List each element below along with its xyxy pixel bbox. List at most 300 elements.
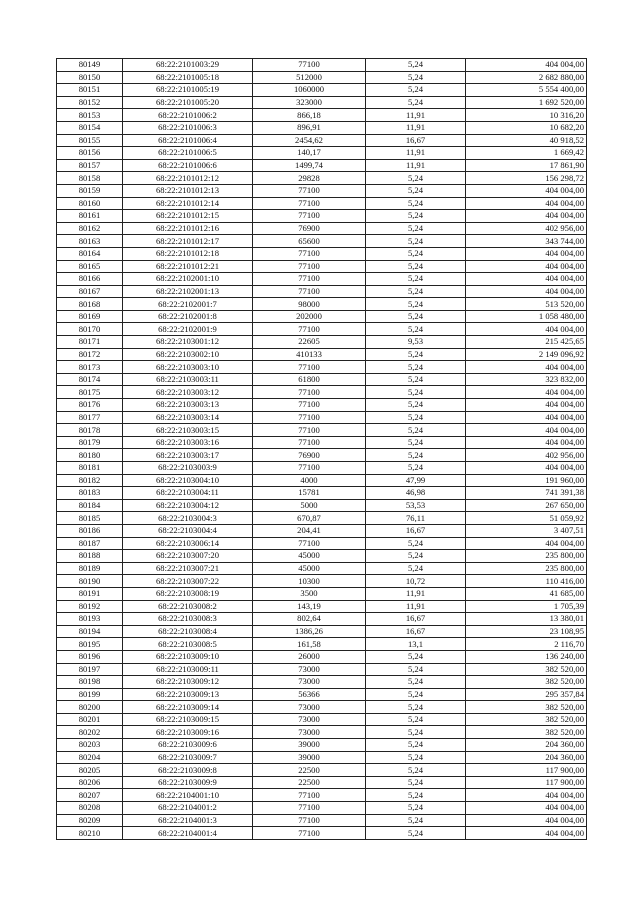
table-row [57, 348, 587, 361]
row-number-cell: 80194 [57, 625, 123, 638]
value-cell: 404 004,00 [466, 411, 587, 424]
rate-cell: 5,24 [366, 310, 466, 323]
area-cell: 73000 [253, 726, 366, 739]
row-number-cell: 80152 [57, 96, 123, 109]
value-cell: 323 832,00 [466, 373, 587, 386]
value-cell: 215 425,65 [466, 336, 587, 349]
row-number-cell: 80171 [57, 336, 123, 349]
table-row [57, 512, 587, 525]
value-cell: 382 520,00 [466, 713, 587, 726]
cadastral-number-cell: 68:22:2103003:12 [123, 386, 253, 399]
table-row [57, 802, 587, 815]
value-cell: 10 682,20 [466, 121, 587, 134]
table-row [57, 751, 587, 764]
area-cell: 77100 [253, 210, 366, 223]
rate-cell: 5,24 [366, 827, 466, 840]
row-number-cell: 80189 [57, 562, 123, 575]
rate-cell: 5,24 [366, 764, 466, 777]
value-cell: 404 004,00 [466, 197, 587, 210]
table-row [57, 587, 587, 600]
area-cell: 39000 [253, 739, 366, 752]
rate-cell: 5,24 [366, 688, 466, 701]
table-row [57, 814, 587, 827]
rate-cell: 10,72 [366, 575, 466, 588]
cadastral-number-cell: 68:22:2103009:7 [123, 751, 253, 764]
rate-cell: 5,24 [366, 411, 466, 424]
cadastral-number-cell: 68:22:2103007:21 [123, 562, 253, 575]
cadastral-number-cell: 68:22:2104001:4 [123, 827, 253, 840]
row-number-cell: 80165 [57, 260, 123, 273]
rate-cell: 5,24 [366, 713, 466, 726]
rate-cell: 5,24 [366, 802, 466, 815]
row-number-cell: 80198 [57, 676, 123, 689]
cadastral-number-cell: 68:22:2103009:8 [123, 764, 253, 777]
rate-cell: 5,24 [366, 537, 466, 550]
value-cell: 136 240,00 [466, 650, 587, 663]
table-row [57, 247, 587, 260]
area-cell: 22605 [253, 336, 366, 349]
value-cell: 23 108,95 [466, 625, 587, 638]
area-cell: 77100 [253, 59, 366, 72]
table-row [57, 613, 587, 626]
table-row [57, 600, 587, 613]
table-row [57, 676, 587, 689]
area-cell: 77100 [253, 247, 366, 260]
area-cell: 77100 [253, 323, 366, 336]
cadastral-number-cell: 68:22:2101006:4 [123, 134, 253, 147]
area-cell: 77100 [253, 436, 366, 449]
table-row [57, 59, 587, 72]
value-cell: 404 004,00 [466, 424, 587, 437]
table-row [57, 159, 587, 172]
area-cell: 512000 [253, 71, 366, 84]
cadastral-number-cell: 68:22:2103006:14 [123, 537, 253, 550]
value-cell: 3 407,51 [466, 524, 587, 537]
value-cell: 2 682 880,00 [466, 71, 587, 84]
cadastral-number-cell: 68:22:2102001:7 [123, 298, 253, 311]
rate-cell: 11,91 [366, 587, 466, 600]
table-row [57, 713, 587, 726]
area-cell: 76900 [253, 449, 366, 462]
rate-cell: 5,24 [366, 676, 466, 689]
value-cell: 382 520,00 [466, 663, 587, 676]
rate-cell: 5,24 [366, 789, 466, 802]
row-number-cell: 80164 [57, 247, 123, 260]
row-number-cell: 80160 [57, 197, 123, 210]
registry-table-body [57, 59, 587, 840]
row-number-cell: 80157 [57, 159, 123, 172]
rate-cell: 5,24 [366, 650, 466, 663]
table-row [57, 663, 587, 676]
area-cell: 77100 [253, 285, 366, 298]
rate-cell: 5,24 [366, 96, 466, 109]
rate-cell: 9,53 [366, 336, 466, 349]
rate-cell: 5,24 [366, 210, 466, 223]
row-number-cell: 80195 [57, 638, 123, 651]
area-cell: 56366 [253, 688, 366, 701]
rate-cell: 5,24 [366, 449, 466, 462]
rate-cell: 5,24 [366, 361, 466, 374]
table-row [57, 424, 587, 437]
table-row [57, 71, 587, 84]
table-row [57, 449, 587, 462]
rate-cell: 76,11 [366, 512, 466, 525]
row-number-cell: 80209 [57, 814, 123, 827]
rate-cell: 5,24 [366, 247, 466, 260]
table-row [57, 109, 587, 122]
rate-cell: 46,98 [366, 487, 466, 500]
row-number-cell: 80201 [57, 713, 123, 726]
table-row [57, 121, 587, 134]
cadastral-number-cell: 68:22:2103003:16 [123, 436, 253, 449]
rate-cell: 11,91 [366, 121, 466, 134]
rate-cell: 11,91 [366, 159, 466, 172]
rate-cell: 5,24 [366, 273, 466, 286]
row-number-cell: 80150 [57, 71, 123, 84]
area-cell: 77100 [253, 462, 366, 475]
area-cell: 140,17 [253, 147, 366, 160]
cadastral-number-cell: 68:22:2101012:16 [123, 222, 253, 235]
document-page [56, 58, 586, 840]
area-cell: 866,18 [253, 109, 366, 122]
area-cell: 65600 [253, 235, 366, 248]
cadastral-number-cell: 68:22:2103009:15 [123, 713, 253, 726]
rate-cell: 5,24 [366, 84, 466, 97]
value-cell: 404 004,00 [466, 285, 587, 298]
value-cell: 404 004,00 [466, 361, 587, 374]
table-row [57, 273, 587, 286]
row-number-cell: 80176 [57, 399, 123, 412]
rate-cell: 5,24 [366, 323, 466, 336]
value-cell: 404 004,00 [466, 323, 587, 336]
value-cell: 402 956,00 [466, 222, 587, 235]
row-number-cell: 80154 [57, 121, 123, 134]
area-cell: 161,58 [253, 638, 366, 651]
cadastral-number-cell: 68:22:2103003:15 [123, 424, 253, 437]
area-cell: 73000 [253, 701, 366, 714]
area-cell: 77100 [253, 789, 366, 802]
table-row [57, 499, 587, 512]
area-cell: 26000 [253, 650, 366, 663]
row-number-cell: 80185 [57, 512, 123, 525]
rate-cell: 5,24 [366, 436, 466, 449]
row-number-cell: 80183 [57, 487, 123, 500]
area-cell: 45000 [253, 550, 366, 563]
value-cell: 404 004,00 [466, 247, 587, 260]
table-row [57, 285, 587, 298]
row-number-cell: 80174 [57, 373, 123, 386]
rate-cell: 5,24 [366, 814, 466, 827]
cadastral-number-cell: 68:22:2103009:10 [123, 650, 253, 663]
table-row [57, 147, 587, 160]
rate-cell: 5,24 [366, 197, 466, 210]
value-cell: 404 004,00 [466, 537, 587, 550]
rate-cell: 5,24 [366, 71, 466, 84]
area-cell: 10300 [253, 575, 366, 588]
value-cell: 1 058 480,00 [466, 310, 587, 323]
cadastral-number-cell: 68:22:2101006:3 [123, 121, 253, 134]
rate-cell: 5,24 [366, 260, 466, 273]
rate-cell: 53,53 [366, 499, 466, 512]
table-row [57, 537, 587, 550]
table-row [57, 373, 587, 386]
rate-cell: 11,91 [366, 109, 466, 122]
row-number-cell: 80156 [57, 147, 123, 160]
area-cell: 896,91 [253, 121, 366, 134]
value-cell: 2 116,70 [466, 638, 587, 651]
row-number-cell: 80196 [57, 650, 123, 663]
cadastral-number-cell: 68:22:2103003:17 [123, 449, 253, 462]
table-row [57, 336, 587, 349]
rate-cell: 5,24 [366, 726, 466, 739]
value-cell: 404 004,00 [466, 260, 587, 273]
cadastral-number-cell: 68:22:2103009:14 [123, 701, 253, 714]
table-row [57, 638, 587, 651]
rate-cell: 5,24 [366, 776, 466, 789]
table-row [57, 96, 587, 109]
rate-cell: 13,1 [366, 638, 466, 651]
cadastral-number-cell: 68:22:2104001:3 [123, 814, 253, 827]
rate-cell: 5,24 [366, 562, 466, 575]
rate-cell: 11,91 [366, 147, 466, 160]
rate-cell: 5,24 [366, 462, 466, 475]
cadastral-number-cell: 68:22:2103009:13 [123, 688, 253, 701]
area-cell: 670,87 [253, 512, 366, 525]
area-cell: 76900 [253, 222, 366, 235]
row-number-cell: 80199 [57, 688, 123, 701]
row-number-cell: 80190 [57, 575, 123, 588]
cadastral-number-cell: 68:22:2101012:21 [123, 260, 253, 273]
area-cell: 202000 [253, 310, 366, 323]
rate-cell: 5,24 [366, 285, 466, 298]
cadastral-number-cell: 68:22:2101006:2 [123, 109, 253, 122]
value-cell: 404 004,00 [466, 210, 587, 223]
value-cell: 267 650,00 [466, 499, 587, 512]
row-number-cell: 80206 [57, 776, 123, 789]
cadastral-number-cell: 68:22:2101012:12 [123, 172, 253, 185]
value-cell: 17 861,90 [466, 159, 587, 172]
area-cell: 1499,74 [253, 159, 366, 172]
row-number-cell: 80163 [57, 235, 123, 248]
table-row [57, 84, 587, 97]
cadastral-number-cell: 68:22:2103002:10 [123, 348, 253, 361]
area-cell: 204,41 [253, 524, 366, 537]
value-cell: 1 705,39 [466, 600, 587, 613]
row-number-cell: 80167 [57, 285, 123, 298]
area-cell: 1060000 [253, 84, 366, 97]
row-number-cell: 80197 [57, 663, 123, 676]
cadastral-number-cell: 68:22:2103004:11 [123, 487, 253, 500]
area-cell: 802,64 [253, 613, 366, 626]
table-row [57, 197, 587, 210]
row-number-cell: 80151 [57, 84, 123, 97]
value-cell: 741 391,38 [466, 487, 587, 500]
value-cell: 110 416,00 [466, 575, 587, 588]
value-cell: 402 956,00 [466, 449, 587, 462]
area-cell: 15781 [253, 487, 366, 500]
value-cell: 2 149 096,92 [466, 348, 587, 361]
row-number-cell: 80180 [57, 449, 123, 462]
cadastral-number-cell: 68:22:2103004:12 [123, 499, 253, 512]
row-number-cell: 80169 [57, 310, 123, 323]
table-row [57, 524, 587, 537]
cadastral-number-cell: 68:22:2103009:11 [123, 663, 253, 676]
area-cell: 77100 [253, 386, 366, 399]
row-number-cell: 80210 [57, 827, 123, 840]
area-cell: 410133 [253, 348, 366, 361]
cadastral-number-cell: 68:22:2101005:20 [123, 96, 253, 109]
area-cell: 77100 [253, 399, 366, 412]
cadastral-number-cell: 68:22:2101006:5 [123, 147, 253, 160]
rate-cell: 5,24 [366, 701, 466, 714]
rate-cell: 5,24 [366, 550, 466, 563]
table-row [57, 399, 587, 412]
value-cell: 382 520,00 [466, 676, 587, 689]
table-row [57, 134, 587, 147]
table-row [57, 701, 587, 714]
cadastral-number-cell: 68:22:2101006:6 [123, 159, 253, 172]
cadastral-number-cell: 68:22:2103007:20 [123, 550, 253, 563]
row-number-cell: 80170 [57, 323, 123, 336]
cadastral-number-cell: 68:22:2103004:3 [123, 512, 253, 525]
cadastral-number-cell: 68:22:2101005:19 [123, 84, 253, 97]
registry-table [56, 58, 587, 840]
table-row [57, 650, 587, 663]
area-cell: 77100 [253, 802, 366, 815]
value-cell: 235 800,00 [466, 562, 587, 575]
table-row [57, 789, 587, 802]
rate-cell: 5,24 [366, 172, 466, 185]
table-row [57, 827, 587, 840]
value-cell: 404 004,00 [466, 399, 587, 412]
row-number-cell: 80204 [57, 751, 123, 764]
value-cell: 51 059,92 [466, 512, 587, 525]
value-cell: 404 004,00 [466, 59, 587, 72]
area-cell: 77100 [253, 197, 366, 210]
rate-cell: 5,24 [366, 386, 466, 399]
value-cell: 191 960,00 [466, 474, 587, 487]
row-number-cell: 80187 [57, 537, 123, 550]
table-row [57, 462, 587, 475]
rate-cell: 5,24 [366, 399, 466, 412]
rate-cell: 16,67 [366, 524, 466, 537]
row-number-cell: 80207 [57, 789, 123, 802]
table-row [57, 436, 587, 449]
area-cell: 22500 [253, 776, 366, 789]
area-cell: 77100 [253, 424, 366, 437]
value-cell: 40 918,52 [466, 134, 587, 147]
cadastral-number-cell: 68:22:2103008:5 [123, 638, 253, 651]
cadastral-number-cell: 68:22:2103003:14 [123, 411, 253, 424]
row-number-cell: 80162 [57, 222, 123, 235]
row-number-cell: 80168 [57, 298, 123, 311]
rate-cell: 5,24 [366, 663, 466, 676]
area-cell: 5000 [253, 499, 366, 512]
row-number-cell: 80200 [57, 701, 123, 714]
row-number-cell: 80184 [57, 499, 123, 512]
value-cell: 343 744,00 [466, 235, 587, 248]
area-cell: 323000 [253, 96, 366, 109]
row-number-cell: 80155 [57, 134, 123, 147]
area-cell: 29828 [253, 172, 366, 185]
rate-cell: 5,24 [366, 222, 466, 235]
rate-cell: 16,67 [366, 625, 466, 638]
rate-cell: 5,24 [366, 373, 466, 386]
row-number-cell: 80203 [57, 739, 123, 752]
area-cell: 22500 [253, 764, 366, 777]
table-row [57, 361, 587, 374]
row-number-cell: 80186 [57, 524, 123, 537]
cadastral-number-cell: 68:22:2102001:9 [123, 323, 253, 336]
row-number-cell: 80177 [57, 411, 123, 424]
table-row [57, 575, 587, 588]
cadastral-number-cell: 68:22:2101012:18 [123, 247, 253, 260]
area-cell: 1386,26 [253, 625, 366, 638]
value-cell: 404 004,00 [466, 789, 587, 802]
cadastral-number-cell: 68:22:2103009:6 [123, 739, 253, 752]
area-cell: 3500 [253, 587, 366, 600]
value-cell: 5 554 400,00 [466, 84, 587, 97]
rate-cell: 5,24 [366, 298, 466, 311]
area-cell: 73000 [253, 713, 366, 726]
row-number-cell: 80149 [57, 59, 123, 72]
table-row [57, 411, 587, 424]
value-cell: 156 298,72 [466, 172, 587, 185]
value-cell: 10 316,20 [466, 109, 587, 122]
cadastral-number-cell: 68:22:2101012:13 [123, 184, 253, 197]
area-cell: 39000 [253, 751, 366, 764]
row-number-cell: 80192 [57, 600, 123, 613]
cadastral-number-cell: 68:22:2103008:3 [123, 613, 253, 626]
area-cell: 77100 [253, 273, 366, 286]
area-cell: 73000 [253, 676, 366, 689]
rate-cell: 47,99 [366, 474, 466, 487]
rate-cell: 5,24 [366, 424, 466, 437]
rate-cell: 5,24 [366, 184, 466, 197]
value-cell: 117 900,00 [466, 764, 587, 777]
table-row [57, 550, 587, 563]
cadastral-number-cell: 68:22:2103004:4 [123, 524, 253, 537]
row-number-cell: 80188 [57, 550, 123, 563]
row-number-cell: 80193 [57, 613, 123, 626]
table-row [57, 474, 587, 487]
cadastral-number-cell: 68:22:2103003:10 [123, 361, 253, 374]
value-cell: 404 004,00 [466, 827, 587, 840]
value-cell: 1 692 520,00 [466, 96, 587, 109]
cadastral-number-cell: 68:22:2102001:8 [123, 310, 253, 323]
row-number-cell: 80179 [57, 436, 123, 449]
rate-cell: 11,91 [366, 600, 466, 613]
row-number-cell: 80191 [57, 587, 123, 600]
cadastral-number-cell: 68:22:2103009:16 [123, 726, 253, 739]
cadastral-number-cell: 68:22:2103008:19 [123, 587, 253, 600]
area-cell: 4000 [253, 474, 366, 487]
table-row [57, 764, 587, 777]
area-cell: 77100 [253, 361, 366, 374]
cadastral-number-cell: 68:22:2101012:14 [123, 197, 253, 210]
cadastral-number-cell: 68:22:2101003:29 [123, 59, 253, 72]
value-cell: 404 004,00 [466, 814, 587, 827]
area-cell: 77100 [253, 184, 366, 197]
value-cell: 382 520,00 [466, 726, 587, 739]
table-row [57, 688, 587, 701]
value-cell: 204 360,00 [466, 751, 587, 764]
row-number-cell: 80166 [57, 273, 123, 286]
cadastral-number-cell: 68:22:2103007:22 [123, 575, 253, 588]
area-cell: 77100 [253, 537, 366, 550]
row-number-cell: 80173 [57, 361, 123, 374]
table-row [57, 386, 587, 399]
